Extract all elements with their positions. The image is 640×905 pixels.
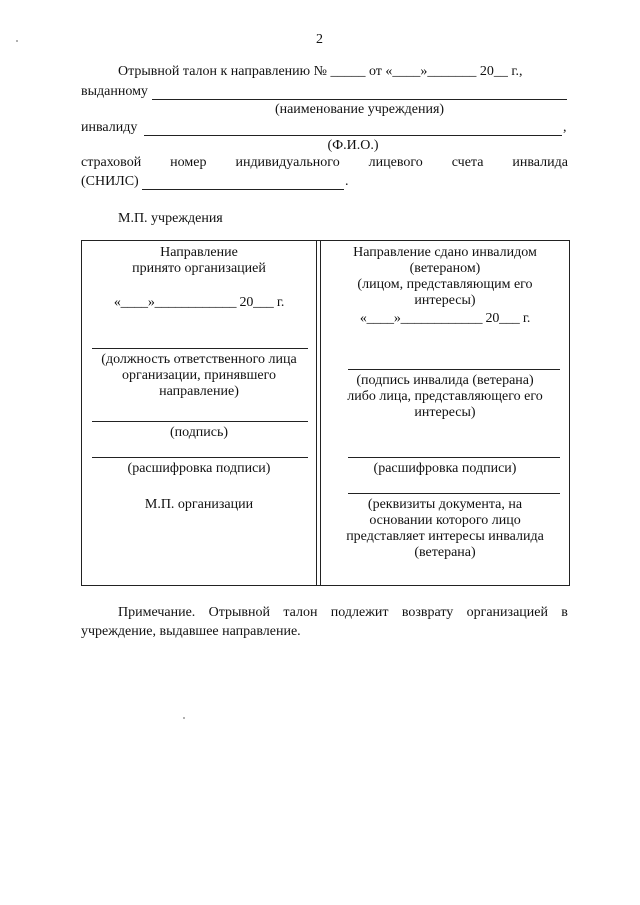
note-line — [118, 605, 568, 621]
caption-line: (расшифровка подписи) — [373, 461, 517, 476]
note-word: талон — [283, 605, 318, 620]
signature-caption — [82, 425, 316, 441]
snils-word: номер — [170, 155, 207, 170]
accepted-date[interactable]: «____»____________ 20___ г. — [113, 295, 285, 311]
submitted-title: интересы) — [414, 293, 476, 309]
accepted-column — [82, 241, 316, 311]
document-details-caption — [321, 497, 569, 561]
snils-period: . — [345, 174, 349, 189]
note-word: подлежит — [330, 605, 389, 620]
issued-to-label: выданному — [81, 84, 148, 99]
caption-line: организации, принявшего — [121, 368, 277, 384]
caption-line: (должность ответственного лица — [101, 352, 297, 367]
submitted-date[interactable]: «____»____________ 20___ г. — [359, 311, 531, 327]
snils-line — [81, 155, 568, 171]
coupon-title-line: Отрывной талон к направлению № _____ от «____»_______ 20__ г., — [118, 64, 523, 79]
snils-word: инвалида — [512, 155, 568, 170]
page-number: 2 — [316, 32, 323, 47]
institution-stamp-label: М.П. учреждения — [118, 211, 223, 226]
submitted-title: (лицом, представляющим его — [357, 277, 533, 293]
submitted-title: (ветераном) — [409, 261, 481, 277]
scan-speck — [183, 717, 185, 719]
snils-word: индивидуального — [235, 155, 340, 170]
submitter-decode-field[interactable] — [348, 457, 560, 458]
snils-field[interactable] — [142, 189, 344, 190]
submitter-signature-caption — [321, 373, 569, 421]
position-caption — [82, 352, 316, 400]
caption-line: интересы) — [414, 405, 476, 421]
position-field[interactable] — [92, 348, 308, 349]
document-details-field[interactable] — [348, 493, 560, 494]
column-divider — [316, 241, 317, 585]
note-line: учреждение, выдавшее направление. — [81, 624, 301, 639]
snils-label: (СНИЛС) — [81, 174, 139, 189]
caption-line: (подпись инвалида (ветерана) — [356, 373, 534, 388]
full-name-field[interactable] — [144, 135, 562, 136]
caption-line: основании которого лицо — [369, 513, 521, 529]
note-word: Примечание. — [118, 605, 196, 620]
caption-line: либо лица, представляющего его — [347, 389, 543, 405]
caption-line: направление) — [159, 384, 239, 400]
full-name-caption: (Ф.И.О.) — [327, 138, 379, 153]
submitted-column — [321, 241, 569, 327]
full-name-comma: , — [563, 120, 567, 135]
note-word: Отрывной — [208, 605, 271, 620]
organization-stamp-label — [82, 497, 316, 513]
caption-line: (подпись) — [169, 425, 229, 440]
signature-decode-field[interactable] — [92, 457, 308, 458]
note-word: в — [561, 605, 568, 620]
signature-decode-caption — [82, 461, 316, 477]
institution-name-caption: (наименование учреждения) — [274, 102, 445, 117]
accepted-title: Направление — [160, 245, 238, 260]
caption-line: (ветерана) — [414, 545, 476, 561]
note-word: возврату — [401, 605, 454, 620]
caption-line: М.П. организации — [144, 497, 254, 512]
scan-speck — [16, 40, 18, 42]
caption-line: (реквизиты документа, на — [367, 497, 523, 512]
snils-word: страховой — [81, 155, 142, 170]
accepted-title: принято организацией — [132, 261, 266, 277]
note-word: организацией — [466, 605, 548, 620]
signature-field[interactable] — [92, 421, 308, 422]
submitter-signature-field[interactable] — [348, 369, 560, 370]
caption-line: (расшифровка подписи) — [127, 461, 271, 476]
submitted-title: Направление сдано инвалидом — [353, 245, 537, 260]
institution-name-field[interactable] — [152, 99, 567, 100]
caption-line: представляет интересы инвалида — [346, 529, 544, 545]
acceptance-table — [81, 240, 570, 586]
snils-word: лицевого — [368, 155, 423, 170]
disabled-person-label: инвалиду — [81, 120, 138, 135]
snils-word: счета — [451, 155, 484, 170]
submitter-decode-caption — [321, 461, 569, 477]
